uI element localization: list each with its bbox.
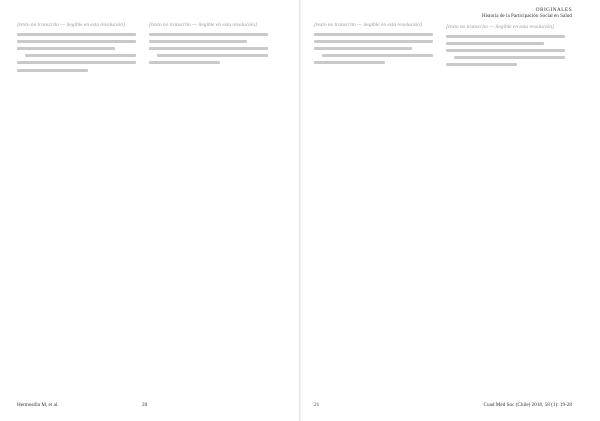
text-line xyxy=(25,54,136,57)
right-page xyxy=(301,0,600,421)
right-page-column-1 xyxy=(314,22,433,388)
text-line xyxy=(17,33,136,36)
left-page xyxy=(0,0,299,421)
body-placeholder-note: [texto no transcrito — ilegible en esta resolución] xyxy=(314,22,423,28)
text-line xyxy=(17,61,136,64)
footer-citation-left: Hermosilla M, et al. xyxy=(17,402,59,408)
text-line xyxy=(314,40,433,43)
text-line xyxy=(149,47,268,50)
text-line xyxy=(149,40,247,43)
body-placeholder-note: [texto no transcrito — ilegible en esta resolución] xyxy=(446,24,555,30)
text-line xyxy=(446,35,565,38)
page-number-left: 20 xyxy=(142,402,148,408)
text-line xyxy=(446,42,544,45)
footer-citation-right: Cuad Méd Soc (Chile) 2018, 58 (1): 19-28 xyxy=(483,402,572,408)
text-line xyxy=(314,61,385,64)
text-line xyxy=(446,49,565,52)
right-page-column-2 xyxy=(446,24,565,390)
left-page-column-1 xyxy=(17,22,136,388)
text-line xyxy=(322,54,433,57)
page-number-right: 21 xyxy=(314,402,320,408)
body-placeholder-note: [texto no transcrito — ilegible en esta resolución] xyxy=(149,22,258,28)
text-line xyxy=(157,54,268,57)
text-line xyxy=(314,47,412,50)
running-title: Historia de la Participación Social en Salud xyxy=(481,13,572,20)
running-head xyxy=(392,7,572,19)
text-line xyxy=(314,33,433,36)
text-line xyxy=(446,63,517,66)
body-placeholder-note: [texto no transcrito — ilegible en esta resolución] xyxy=(17,22,126,28)
left-page-column-2 xyxy=(149,22,268,388)
text-line xyxy=(149,61,220,64)
text-line xyxy=(454,56,565,59)
text-line xyxy=(17,69,88,72)
text-line xyxy=(17,40,136,43)
text-line xyxy=(17,47,115,50)
section-kicker: ORIGINALES xyxy=(535,7,572,13)
text-line xyxy=(149,33,268,36)
